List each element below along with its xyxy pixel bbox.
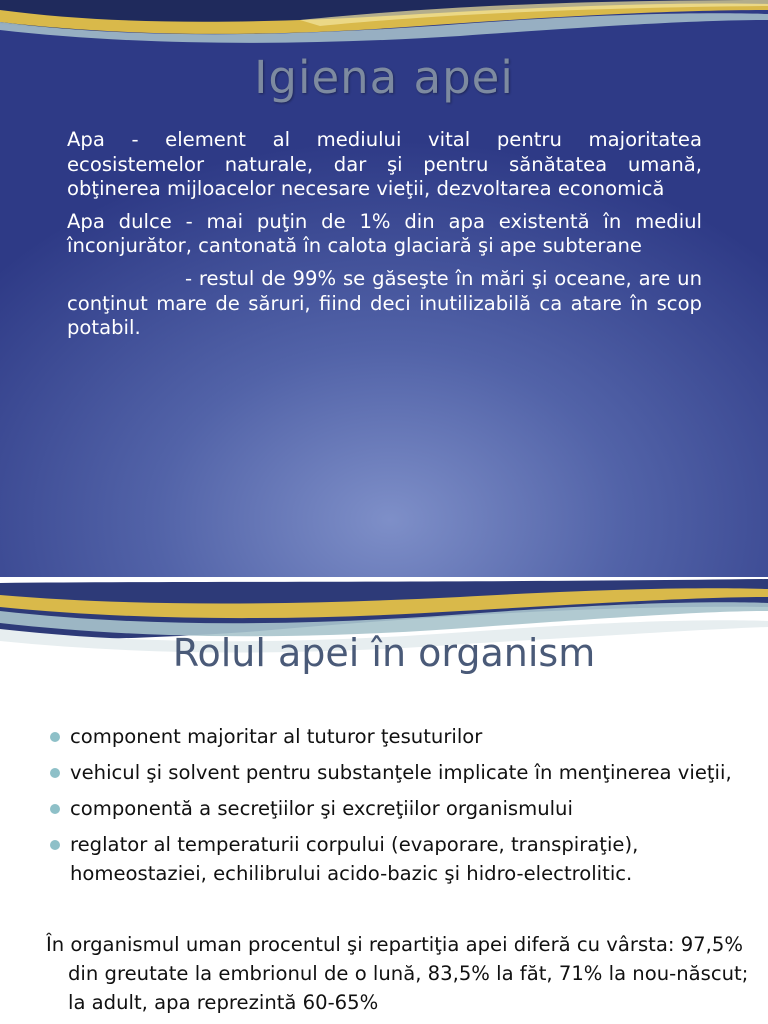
bullet-list (48, 722, 738, 895)
paragraph-organism: În organismul uman procentul şi repartiţia apei diferă cu vârsta: 97,5% din greutate la embrionul de o lună, 83,5% la făt, 71% la nou-născut; la adult, apa reprezintă 60-65% (46, 933, 749, 1014)
slide-1-title: Igiena apei (254, 51, 514, 104)
list-item: component majoritar al tuturor ţesuturilor (48, 722, 738, 751)
list-item: vehicul şi solvent pentru substanţele implicate în menţinerea vieţii, (48, 758, 738, 787)
paragraph-apa-element: Apa - element al mediului vital pentru majoritatea ecosistemelor naturale, dar şi pentru sănătatea umană, obţinerea mijloacelor necesare vieţii, dezvoltarea economică (67, 128, 702, 201)
paragraph-apa-dulce: Apa dulce - mai puţin de 1% din apa existentă în mediul înconjurător, cantonată în calota glaciară şi ape subterane (67, 209, 702, 258)
bullet-dot-icon (50, 840, 60, 850)
bullet-dot-icon (50, 768, 60, 778)
list-item: reglator al temperaturii corpului (evaporare, transpiraţie), homeostaziei, echilibrului acido-bazic şi hidro-electrolitic. (48, 830, 738, 888)
list-item: componentă a secreţiilor şi excreţiilor organismului (48, 794, 738, 823)
slide-1-body (67, 128, 702, 349)
bullet-dot-icon (50, 804, 60, 814)
paragraph-restul: - restul de 99% se găseşte în mări şi oceane, are un conţinut mare de săruri, fiind deci inutilizabilă ca atare în scop potabil. (67, 266, 702, 340)
slide-2-title: Rolul apei în organism (172, 631, 596, 675)
bullet-dot-icon (50, 732, 60, 742)
